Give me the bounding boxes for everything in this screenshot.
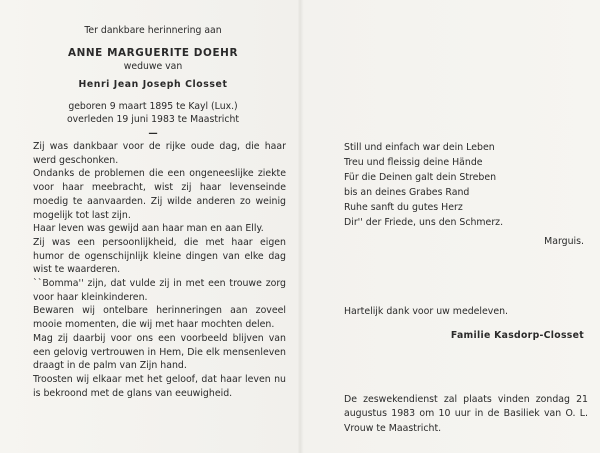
deceased-name: ANNE MARGUERITE DOEHR [67,47,239,59]
paragraph: Bewaren wij ontelbare herinneringen aan zoveel mooie momenten, die wij met haar mochten delen. [33,305,286,331]
poem-line: Treu und fleissig deine Hände [344,157,483,168]
poem-line: Dir'' der Friede, uns den Schmerz. [344,217,504,228]
paragraph: Ondanks de problemen die een ongeneeslijke ziekte voor haar meebracht, wist zij haar levenseinde moedig te aanvaarden. Zij wilde anderen zo weinig mogelijk tot last zijn. [33,168,286,221]
poem-line: Für die Deinen galt dein Streben [344,172,497,183]
right-page [300,0,600,453]
memorial-text [33,140,286,400]
death-line: overleden 19 juni 1983 te Maastricht [66,114,240,125]
husband-name: Henri Jean Joseph Closset [78,79,228,90]
paragraph: Troosten wij elkaar met het geloof, dat haar leven nu is bekroond met de glans van eeuwigheid. [33,373,286,399]
poem-line: bis an deines Grabes Rand [344,187,470,198]
header [48,24,258,138]
divider-dash: — [148,128,158,139]
thanks-text: Hartelijk dank voor uw medeleven. [344,306,509,317]
poem-line: Ruhe sanft du gutes Herz [344,202,463,213]
paragraph: Zij was een persoonlijkheid, die met haar eigen humor de ogenschijnlijk kleine dingen van elke dag wist te waarderen. [33,236,286,276]
family-signature: Familie Kasdorp-Closset [450,330,584,341]
paragraph: Zij was dankbaar voor de rijke oude dag, die haar werd geschonken. [33,141,286,166]
poem-line: Still und einfach war dein Leben [344,142,495,153]
intro-text: Ter dankbare herinnering aan [84,25,222,36]
paragraph: ``Bomma'' zijn, dat vulde zij in met een trouwe zorg voor haar kleinkinderen. [33,278,286,303]
poem [344,140,584,249]
birth-line: geboren 9 maart 1895 te Kayl (Lux.) [68,101,238,112]
widow-of-text: weduwe van [123,61,183,72]
paragraph: Mag zij daarbij voor ons een voorbeeld blijven van een gelovig vertrouwen in Hem, Die elk mensenleven draagt in de palm van Zijn hand. [33,332,286,372]
service-announcement: De zeswekendienst zal plaats vinden zondag 21 augustus 1983 om 10 uur in de Basiliek van O. L. Vrouw te Maastricht. [344,394,588,434]
poem-author: Marguis. [544,236,584,247]
paragraph: Haar leven was gewijd aan haar man en aan Elly. [33,223,264,235]
